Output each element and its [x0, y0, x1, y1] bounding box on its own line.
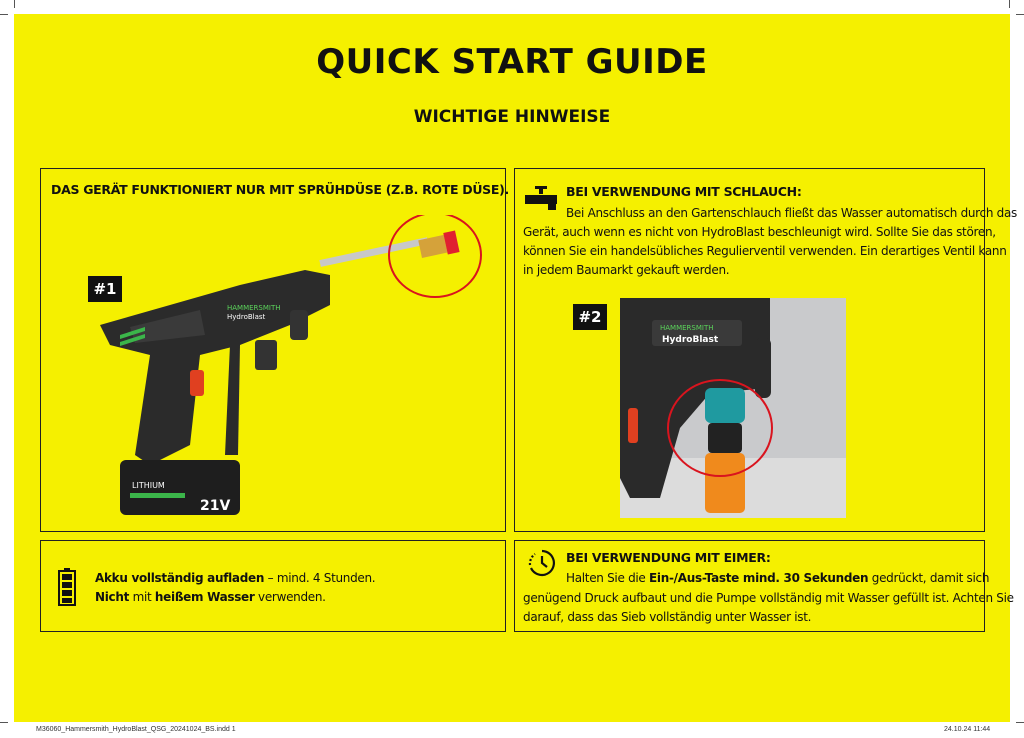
- gun-handle: [135, 355, 200, 465]
- timer-icon: [527, 548, 557, 578]
- faucet-icon: [524, 185, 558, 213]
- badge-2: #2: [573, 304, 607, 330]
- badge-1: #1: [88, 276, 122, 302]
- crop-mark: [0, 14, 8, 15]
- photo-brand-label: HAMMERSMITH: [660, 324, 714, 332]
- pressure-washer-image: [90, 215, 490, 525]
- teal-coupler: [705, 388, 745, 423]
- hose-heading: BEI VERWENDUNG MIT SCHLAUCH:: [566, 184, 802, 199]
- bucket-heading: BEI VERWENDUNG MIT EIMER:: [566, 550, 771, 565]
- page-subtitle: WICHTIGE HINWEISE: [413, 107, 611, 127]
- hose-text-line-2: Gerät, auch wenn es nicht von HydroBlast beschleunigt wird. Sollte Sie das stören,: [523, 225, 996, 239]
- nozzle-heading: DAS GERÄT FUNKTIONIERT NUR MIT SPRÜHDÜSE (Z.B. ROTE DÜSE).: [51, 182, 509, 197]
- bucket-line-1: Halten Sie die Ein-/Aus-Taste mind. 30 Sekunden gedrückt, damit sich: [566, 571, 990, 585]
- crop-mark: [1016, 14, 1024, 15]
- crop-mark: [1016, 722, 1024, 723]
- lance-shape: [319, 237, 428, 267]
- nozzle-highlight-circle: [389, 215, 481, 297]
- hose-text-line-4: in jedem Baumarkt gekauft werden.: [523, 263, 730, 277]
- bucket-line-2: genügend Druck aufbaut und die Pumpe vollständig mit Wasser gefüllt ist. Achten Sie: [523, 591, 1014, 605]
- hose-connection-photo: [620, 298, 846, 518]
- photo-model-label: HydroBlast: [662, 335, 719, 345]
- crop-mark: [0, 722, 8, 723]
- bucket-line-3: darauf, dass das Sieb vollständig unter Wasser ist.: [523, 610, 812, 624]
- hose-connector: [255, 340, 277, 370]
- footer-date-slug: 24.10.24 11:44: [944, 726, 991, 733]
- orange-hose-connector: [705, 453, 745, 513]
- battery-line-2: Nicht mit heißem Wasser verwenden.: [95, 590, 326, 604]
- battery-label: LITHIUM: [132, 481, 165, 490]
- device-brand-label: HAMMERSMITH: [227, 304, 281, 312]
- battery-icon: [58, 568, 76, 606]
- crop-mark: [14, 0, 15, 8]
- crop-mark: [1009, 0, 1010, 8]
- battery-voltage: 21V: [200, 498, 231, 514]
- trigger: [190, 370, 204, 396]
- battery-line-1: Akku vollständig aufladen – mind. 4 Stunden.: [95, 571, 376, 585]
- footer-file-slug: M36060_Hammersmith_HydroBlast_QSG_20241024_BS.indd 1: [36, 726, 236, 733]
- page-title: QUICK START GUIDE: [316, 42, 708, 82]
- device-model-label: HydroBlast: [227, 313, 266, 321]
- hose-text-line-3: können Sie ein handelsübliches Regulierventil verwenden. Ein derartiges Ventil kann: [523, 244, 1007, 258]
- hose-text-line-1: Bei Anschluss an den Gartenschlauch fließt das Wasser automatisch durch das: [566, 206, 1017, 220]
